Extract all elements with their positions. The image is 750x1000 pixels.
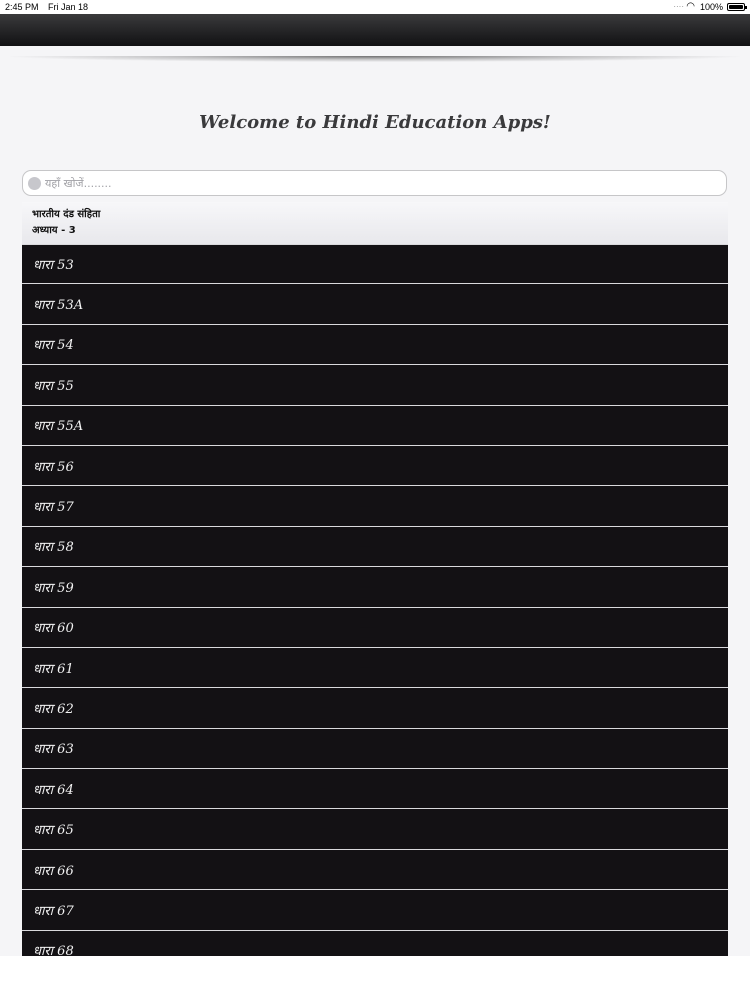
section-list — [22, 244, 728, 956]
list-item-label: धारा 61 — [33, 661, 74, 677]
list-item-label: धारा 60 — [33, 621, 74, 637]
status-date: Fri Jan 18 — [48, 2, 89, 12]
section-subtitle: अध्याय - 3 — [32, 225, 76, 236]
list-item-label: धारा 67 — [33, 903, 74, 919]
list-item-label: धारा 64 — [33, 782, 74, 798]
list-item-label: धारा 63 — [33, 742, 74, 758]
list-item[interactable] — [22, 244, 728, 284]
header-shadow-divider — [10, 56, 740, 62]
status-time: 2:45 PM — [5, 2, 39, 12]
search-icon — [28, 177, 41, 190]
list-item-label: धारा 55A — [33, 419, 84, 435]
list-item[interactable] — [22, 769, 728, 809]
list-item-label: धारा 54 — [33, 338, 74, 354]
list-item[interactable] — [22, 486, 728, 526]
list-item[interactable] — [22, 688, 728, 728]
list-item[interactable] — [22, 850, 728, 890]
list-item-label: धारा 56 — [33, 459, 74, 475]
content-area — [0, 46, 750, 956]
list-item-label: धारा 59 — [33, 580, 74, 596]
list-item[interactable] — [22, 729, 728, 769]
list-item[interactable] — [22, 406, 728, 446]
list-item[interactable] — [22, 527, 728, 567]
section-title: भारतीय दंड संहिता — [32, 209, 101, 220]
list-item[interactable] — [22, 365, 728, 405]
list-item-label: धारा 53A — [33, 298, 84, 314]
list-item[interactable] — [22, 608, 728, 648]
status-bar — [0, 0, 750, 14]
section-header — [22, 202, 728, 244]
list-item[interactable] — [22, 890, 728, 930]
battery-percentage: 100% — [699, 2, 723, 12]
list-item[interactable] — [22, 446, 728, 486]
list-item-label: धारा 55 — [33, 378, 74, 394]
welcome-title: Welcome to Hindi Education Apps! — [199, 112, 551, 133]
list-item[interactable] — [22, 931, 728, 956]
signal-icon: ···· — [673, 2, 684, 11]
list-item[interactable] — [22, 284, 728, 324]
list-item[interactable] — [22, 325, 728, 365]
battery-icon — [727, 3, 745, 11]
list-item-label: धारा 65 — [33, 823, 74, 839]
list-item[interactable] — [22, 809, 728, 849]
search-bar[interactable] — [22, 170, 727, 196]
search-input[interactable] — [45, 173, 715, 193]
list-item-label: धारा 58 — [33, 540, 74, 556]
wifi-icon: ◠ — [686, 1, 695, 12]
bottom-area — [0, 956, 750, 1000]
list-item-label: धारा 57 — [33, 500, 74, 516]
list-item[interactable] — [22, 648, 728, 688]
list-item[interactable] — [22, 567, 728, 607]
navigation-bar — [0, 14, 750, 46]
list-item-label: धारा 66 — [33, 863, 74, 879]
list-item-label: धारा 53 — [33, 258, 74, 274]
list-item-label: धारा 62 — [33, 701, 74, 717]
list-item-label: धारा 68 — [33, 944, 74, 956]
